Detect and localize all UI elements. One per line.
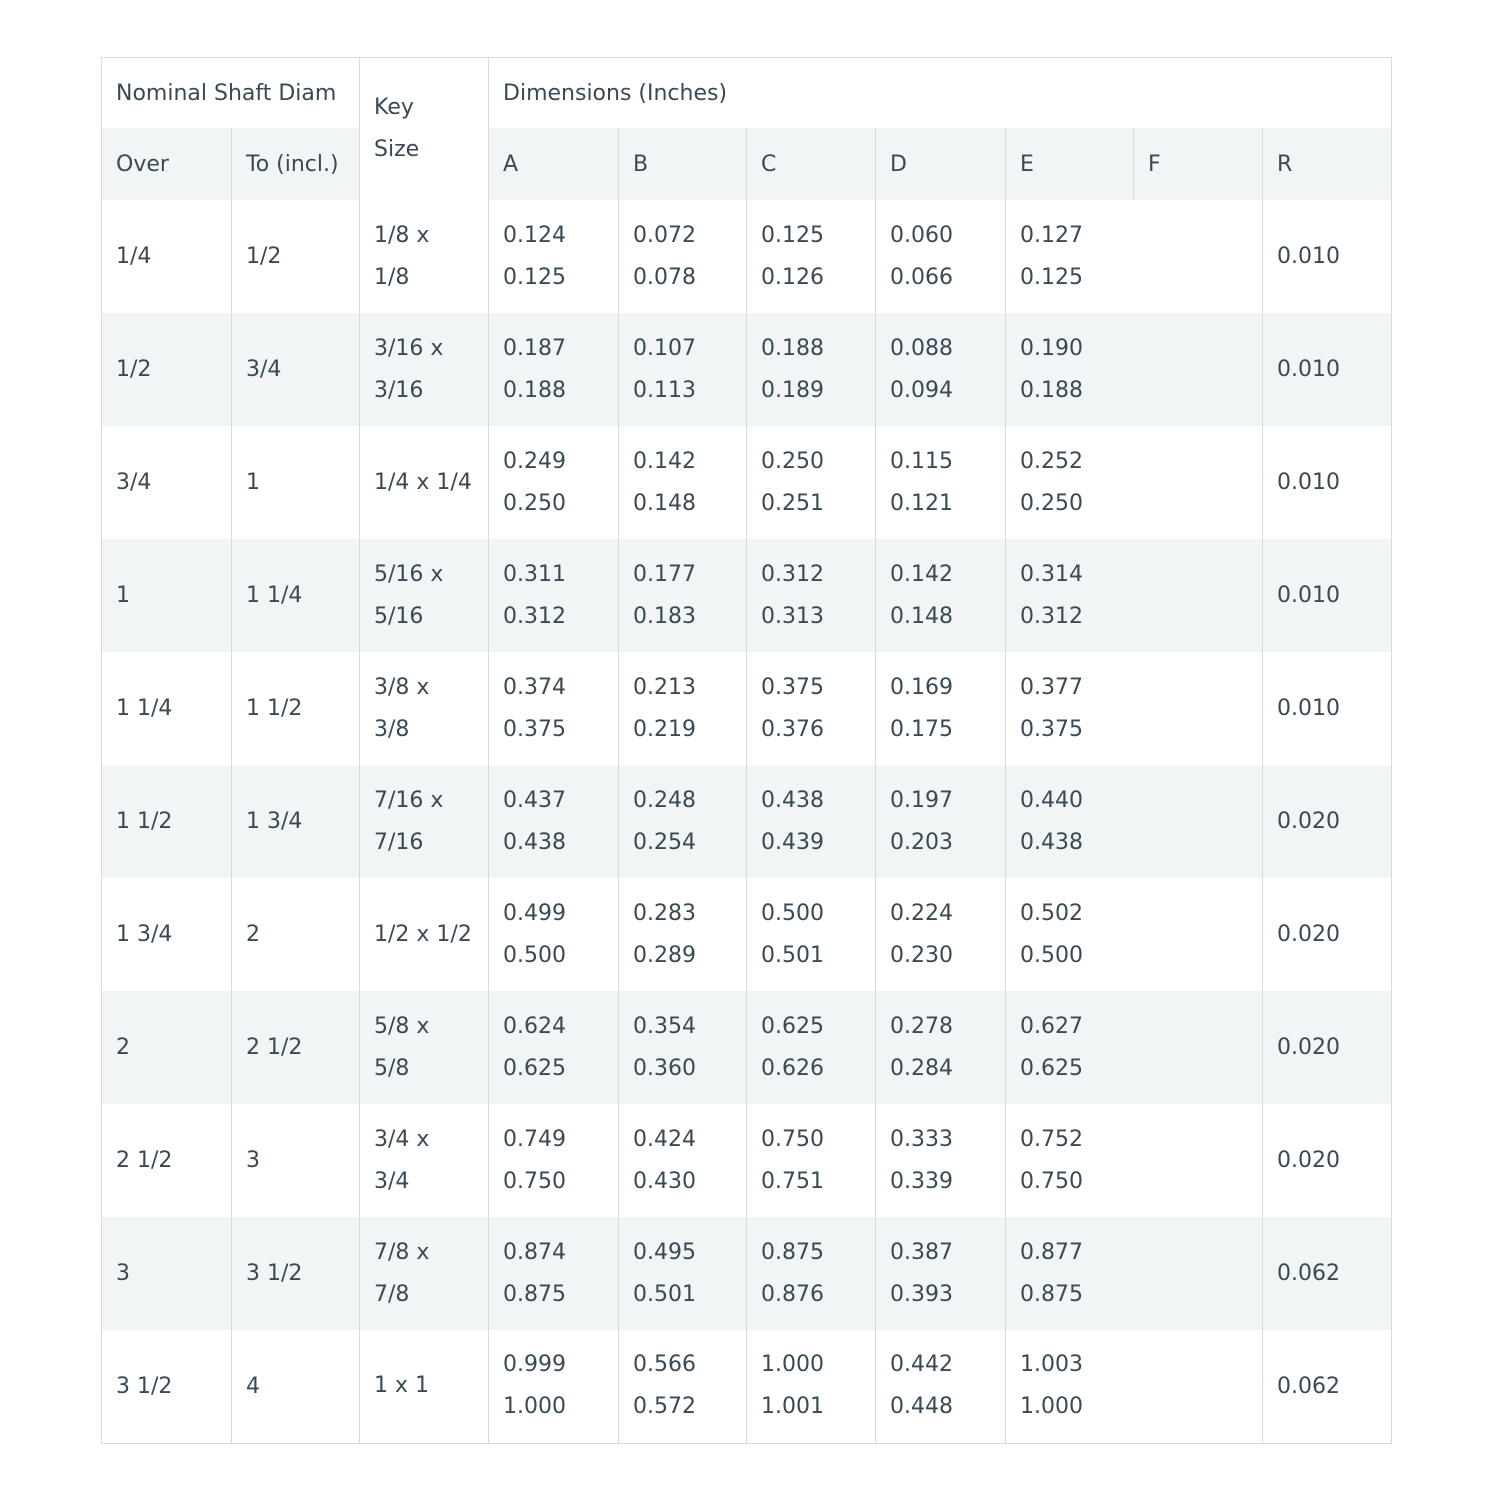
keyway-dimensions-table: [101, 57, 1392, 1444]
cell-to: 2: [232, 878, 360, 991]
dim-a-max: 0.374: [503, 674, 566, 700]
dim-c-min: 0.750: [761, 1126, 824, 1152]
key-size-line1: 7/8 x: [374, 1239, 430, 1265]
cell-dim-f: [1134, 878, 1263, 991]
cell-dim-r: 0.010: [1263, 313, 1392, 426]
cell-to: 3 1/2: [232, 1217, 360, 1330]
dim-e-max: 0.314: [1020, 561, 1083, 587]
cell-dim-f: [1134, 426, 1263, 539]
cell-to: 4: [232, 1330, 360, 1443]
dim-b-max: 0.113: [633, 377, 696, 403]
dim-a-max: 0.437: [503, 787, 566, 813]
dim-c-max: 0.626: [761, 1055, 824, 1081]
dim-e-min: 0.250: [1020, 490, 1083, 516]
header-col-f: F: [1134, 128, 1263, 200]
cell-dim-e: [1006, 539, 1134, 652]
dim-d-min: 0.387: [890, 1239, 953, 1265]
dim-b-min: 0.072: [633, 222, 696, 248]
cell-key-size: [360, 652, 489, 765]
dim-e-min: 0.625: [1020, 1055, 1083, 1081]
header-key-size-line2: Size: [374, 137, 420, 162]
cell-dim-d: [876, 652, 1006, 765]
dim-a-max: 0.874: [503, 1239, 566, 1265]
cell-to: 1/2: [232, 200, 360, 313]
header-col-a: A: [489, 128, 619, 200]
dim-c-min: 0.250: [761, 448, 824, 474]
dim-b-min: 0.142: [633, 448, 696, 474]
dim-e-min: 0.375: [1020, 716, 1083, 742]
dim-c-min: 0.375: [761, 674, 824, 700]
dim-a-min: 0.625: [503, 1055, 566, 1081]
dim-e-max: 0.877: [1020, 1239, 1083, 1265]
dim-d-max: 0.121: [890, 490, 953, 516]
cell-dim-b: [619, 426, 747, 539]
key-size-line1: 1/8 x: [374, 222, 430, 248]
dim-e-min: 0.875: [1020, 1281, 1083, 1307]
key-size-line1: 1/2 x 1/2: [374, 921, 472, 947]
dim-a-max: 0.999: [503, 1352, 566, 1378]
dim-a-min: 0.375: [503, 716, 566, 742]
header-over: Over: [102, 128, 232, 200]
dim-b-max: 0.148: [633, 490, 696, 516]
cell-over: 3 1/2: [102, 1330, 232, 1443]
cell-key-size: [360, 765, 489, 878]
cell-dim-a: [489, 426, 619, 539]
key-size-line1: 7/16 x: [374, 787, 444, 813]
dim-c-max: 0.501: [761, 942, 824, 968]
dim-a-max: 0.749: [503, 1126, 566, 1152]
dim-b-min: 0.107: [633, 335, 696, 361]
cell-dim-b: [619, 878, 747, 991]
dim-b-max: 0.430: [633, 1168, 696, 1194]
dim-e-min: 0.438: [1020, 829, 1083, 855]
cell-dim-d: [876, 313, 1006, 426]
table-row: [102, 200, 1392, 313]
cell-over: 1/2: [102, 313, 232, 426]
cell-dim-d: [876, 200, 1006, 313]
dim-a-min: 0.188: [503, 377, 566, 403]
dim-d-min: 0.142: [890, 561, 953, 587]
dim-c-max: 0.189: [761, 377, 824, 403]
dim-e-max: 0.190: [1020, 335, 1083, 361]
cell-dim-c: [747, 878, 876, 991]
cell-key-size: [360, 878, 489, 991]
keyway-dimensions-table-container: [101, 57, 1391, 1444]
cell-dim-e: [1006, 1104, 1134, 1217]
key-size-line2: 5/8: [374, 1055, 410, 1081]
dim-e-min: 0.125: [1020, 264, 1083, 290]
cell-dim-d: [876, 765, 1006, 878]
dim-c-max: 0.751: [761, 1168, 824, 1194]
header-col-d: D: [876, 128, 1006, 200]
dim-c-max: 0.313: [761, 603, 824, 629]
cell-dim-c: [747, 652, 876, 765]
dim-c-min: 0.438: [761, 787, 824, 813]
cell-dim-d: [876, 991, 1006, 1104]
cell-dim-f: [1134, 1104, 1263, 1217]
header-col-c: C: [747, 128, 876, 200]
cell-dim-a: [489, 1104, 619, 1217]
dim-d-min: 0.333: [890, 1126, 953, 1152]
dim-b-min: 0.248: [633, 787, 696, 813]
dim-d-max: 0.066: [890, 264, 953, 290]
dim-a-min: 0.312: [503, 603, 566, 629]
key-size-line2: 7/16: [374, 829, 424, 855]
dim-d-max: 0.203: [890, 829, 953, 855]
cell-dim-r: 0.020: [1263, 1104, 1392, 1217]
cell-dim-b: [619, 1330, 747, 1443]
cell-dim-c: [747, 1217, 876, 1330]
cell-dim-d: [876, 426, 1006, 539]
dim-e-min: 1.000: [1020, 1394, 1083, 1420]
dim-a-max: 0.124: [503, 222, 566, 248]
dim-d-min: 0.278: [890, 1013, 953, 1039]
header-to-incl: To (incl.): [232, 128, 360, 200]
dim-e-max: 0.502: [1020, 900, 1083, 926]
cell-dim-c: [747, 313, 876, 426]
header-col-b: B: [619, 128, 747, 200]
dim-e-max: 0.752: [1020, 1126, 1083, 1152]
cell-to: 1 3/4: [232, 765, 360, 878]
dim-a-min: 0.875: [503, 1281, 566, 1307]
cell-dim-r: 0.062: [1263, 1217, 1392, 1330]
dim-c-min: 0.500: [761, 900, 824, 926]
dim-c-max: 0.439: [761, 829, 824, 855]
cell-key-size: [360, 426, 489, 539]
cell-dim-d: [876, 539, 1006, 652]
cell-key-size: [360, 539, 489, 652]
cell-dim-a: [489, 991, 619, 1104]
header-col-r: R: [1263, 128, 1392, 200]
dim-b-max: 0.078: [633, 264, 696, 290]
table-row: [102, 1217, 1392, 1330]
cell-over: 1: [102, 539, 232, 652]
dim-b-max: 0.572: [633, 1394, 696, 1420]
cell-to: 1 1/2: [232, 652, 360, 765]
cell-over: 1 1/2: [102, 765, 232, 878]
dim-b-min: 0.177: [633, 561, 696, 587]
dim-b-max: 0.360: [633, 1055, 696, 1081]
cell-dim-e: [1006, 878, 1134, 991]
cell-over: 2 1/2: [102, 1104, 232, 1217]
cell-dim-c: [747, 1330, 876, 1443]
dim-b-max: 0.183: [633, 603, 696, 629]
table-row: [102, 652, 1392, 765]
cell-dim-e: [1006, 426, 1134, 539]
dim-e-min: 0.312: [1020, 603, 1083, 629]
dim-c-max: 1.001: [761, 1394, 824, 1420]
cell-dim-c: [747, 1104, 876, 1217]
key-size-line1: 1 x 1: [374, 1373, 430, 1399]
dim-d-max: 0.393: [890, 1281, 953, 1307]
cell-dim-e: [1006, 1330, 1134, 1443]
dim-d-max: 0.094: [890, 377, 953, 403]
cell-to: 1 1/4: [232, 539, 360, 652]
header-dimensions-inches: Dimensions (Inches): [489, 58, 1392, 129]
dim-e-min: 0.188: [1020, 377, 1083, 403]
header-row-group: [102, 58, 1392, 129]
cell-key-size: [360, 313, 489, 426]
cell-dim-f: [1134, 539, 1263, 652]
table-row: [102, 426, 1392, 539]
dim-a-min: 0.125: [503, 264, 566, 290]
cell-dim-f: [1134, 1330, 1263, 1443]
dim-a-min: 0.500: [503, 942, 566, 968]
cell-dim-b: [619, 1217, 747, 1330]
key-size-line2: 3/16: [374, 377, 424, 403]
cell-dim-r: 0.020: [1263, 878, 1392, 991]
cell-dim-r: 0.010: [1263, 652, 1392, 765]
cell-dim-a: [489, 1217, 619, 1330]
header-key-size: [360, 58, 489, 201]
cell-dim-d: [876, 878, 1006, 991]
cell-to: 3/4: [232, 313, 360, 426]
dim-e-max: 0.377: [1020, 674, 1083, 700]
cell-dim-a: [489, 1330, 619, 1443]
dim-c-min: 0.312: [761, 561, 824, 587]
dim-d-max: 0.148: [890, 603, 953, 629]
key-size-line2: 5/16: [374, 603, 424, 629]
dim-b-max: 0.254: [633, 829, 696, 855]
cell-dim-a: [489, 652, 619, 765]
dim-d-max: 0.230: [890, 942, 953, 968]
cell-dim-a: [489, 539, 619, 652]
dim-d-min: 0.115: [890, 448, 953, 474]
dim-c-max: 0.251: [761, 490, 824, 516]
key-size-line1: 3/4 x: [374, 1126, 430, 1152]
dim-d-min: 0.224: [890, 900, 953, 926]
dim-e-max: 0.252: [1020, 448, 1083, 474]
dim-a-min: 0.250: [503, 490, 566, 516]
dim-c-max: 0.876: [761, 1281, 824, 1307]
cell-dim-c: [747, 991, 876, 1104]
dim-d-min: 0.060: [890, 222, 953, 248]
cell-dim-e: [1006, 313, 1134, 426]
key-size-line1: 3/16 x: [374, 335, 444, 361]
table-row: [102, 765, 1392, 878]
key-size-line2: 3/4: [374, 1168, 410, 1194]
table-row: [102, 313, 1392, 426]
dim-e-max: 0.127: [1020, 222, 1083, 248]
cell-dim-f: [1134, 313, 1263, 426]
cell-dim-b: [619, 539, 747, 652]
key-size-line2: 3/8: [374, 716, 410, 742]
cell-dim-e: [1006, 765, 1134, 878]
dim-b-max: 0.289: [633, 942, 696, 968]
cell-key-size: [360, 991, 489, 1104]
cell-key-size: [360, 1217, 489, 1330]
cell-dim-e: [1006, 200, 1134, 313]
cell-dim-f: [1134, 200, 1263, 313]
table-row: [102, 878, 1392, 991]
cell-dim-a: [489, 878, 619, 991]
cell-dim-c: [747, 765, 876, 878]
dim-a-min: 1.000: [503, 1394, 566, 1420]
key-size-line1: 5/16 x: [374, 561, 444, 587]
cell-dim-b: [619, 313, 747, 426]
cell-key-size: [360, 200, 489, 313]
key-size-line2: 7/8: [374, 1281, 410, 1307]
dim-c-min: 1.000: [761, 1352, 824, 1378]
dim-d-min: 0.169: [890, 674, 953, 700]
cell-to: 3: [232, 1104, 360, 1217]
dim-c-min: 0.188: [761, 335, 824, 361]
dim-e-min: 0.750: [1020, 1168, 1083, 1194]
table-row: [102, 991, 1392, 1104]
dim-e-max: 0.440: [1020, 787, 1083, 813]
dim-b-max: 0.219: [633, 716, 696, 742]
table-header: [102, 58, 1392, 201]
cell-dim-a: [489, 765, 619, 878]
cell-dim-r: 0.010: [1263, 539, 1392, 652]
dim-a-min: 0.750: [503, 1168, 566, 1194]
dim-e-min: 0.500: [1020, 942, 1083, 968]
cell-over: 3: [102, 1217, 232, 1330]
dim-d-max: 0.448: [890, 1394, 953, 1420]
cell-dim-r: 0.062: [1263, 1330, 1392, 1443]
cell-dim-c: [747, 200, 876, 313]
cell-dim-r: 0.020: [1263, 765, 1392, 878]
header-col-e: E: [1006, 128, 1134, 200]
key-size-line1: 5/8 x: [374, 1013, 430, 1039]
cell-dim-c: [747, 539, 876, 652]
cell-dim-b: [619, 991, 747, 1104]
cell-over: 1 1/4: [102, 652, 232, 765]
dim-a-max: 0.249: [503, 448, 566, 474]
cell-to: 1: [232, 426, 360, 539]
key-size-line2: 1/8: [374, 264, 410, 290]
dim-d-max: 0.175: [890, 716, 953, 742]
cell-dim-f: [1134, 1217, 1263, 1330]
dim-c-min: 0.875: [761, 1239, 824, 1265]
cell-key-size: [360, 1104, 489, 1217]
dim-b-min: 0.283: [633, 900, 696, 926]
cell-over: 1 3/4: [102, 878, 232, 991]
header-row-columns: [102, 128, 1392, 200]
cell-dim-e: [1006, 652, 1134, 765]
dim-a-max: 0.499: [503, 900, 566, 926]
dim-b-min: 0.354: [633, 1013, 696, 1039]
cell-dim-d: [876, 1217, 1006, 1330]
header-key-size-line1: Key: [374, 95, 414, 120]
cell-over: 1/4: [102, 200, 232, 313]
cell-dim-r: 0.020: [1263, 991, 1392, 1104]
dim-c-max: 0.376: [761, 716, 824, 742]
cell-key-size: [360, 1330, 489, 1443]
cell-dim-r: 0.010: [1263, 200, 1392, 313]
table-body: [102, 200, 1392, 1443]
key-size-line1: 3/8 x: [374, 674, 430, 700]
dim-c-min: 0.625: [761, 1013, 824, 1039]
cell-dim-a: [489, 313, 619, 426]
dim-e-max: 1.003: [1020, 1352, 1083, 1378]
cell-dim-d: [876, 1330, 1006, 1443]
dim-d-min: 0.197: [890, 787, 953, 813]
table-row: [102, 539, 1392, 652]
dim-d-min: 0.442: [890, 1352, 953, 1378]
cell-dim-e: [1006, 1217, 1134, 1330]
cell-over: 3/4: [102, 426, 232, 539]
cell-dim-f: [1134, 991, 1263, 1104]
cell-dim-r: 0.010: [1263, 426, 1392, 539]
dim-a-max: 0.624: [503, 1013, 566, 1039]
header-nominal-shaft-diam: Nominal Shaft Diam: [102, 58, 360, 129]
table-row: [102, 1330, 1392, 1443]
dim-d-max: 0.339: [890, 1168, 953, 1194]
cell-dim-b: [619, 200, 747, 313]
dim-b-min: 0.424: [633, 1126, 696, 1152]
cell-dim-f: [1134, 765, 1263, 878]
dim-e-max: 0.627: [1020, 1013, 1083, 1039]
cell-over: 2: [102, 991, 232, 1104]
dim-a-min: 0.438: [503, 829, 566, 855]
dim-c-max: 0.126: [761, 264, 824, 290]
cell-dim-b: [619, 652, 747, 765]
dim-b-min: 0.213: [633, 674, 696, 700]
dim-b-max: 0.501: [633, 1281, 696, 1307]
cell-dim-c: [747, 426, 876, 539]
cell-dim-d: [876, 1104, 1006, 1217]
dim-b-min: 0.566: [633, 1352, 696, 1378]
dim-a-max: 0.311: [503, 561, 566, 587]
dim-a-max: 0.187: [503, 335, 566, 361]
table-row: [102, 1104, 1392, 1217]
cell-dim-a: [489, 200, 619, 313]
cell-to: 2 1/2: [232, 991, 360, 1104]
cell-dim-f: [1134, 652, 1263, 765]
cell-dim-b: [619, 1104, 747, 1217]
dim-c-min: 0.125: [761, 222, 824, 248]
cell-dim-b: [619, 765, 747, 878]
dim-d-max: 0.284: [890, 1055, 953, 1081]
dim-b-min: 0.495: [633, 1239, 696, 1265]
cell-dim-e: [1006, 991, 1134, 1104]
dim-d-min: 0.088: [890, 335, 953, 361]
key-size-line1: 1/4 x 1/4: [374, 469, 472, 495]
